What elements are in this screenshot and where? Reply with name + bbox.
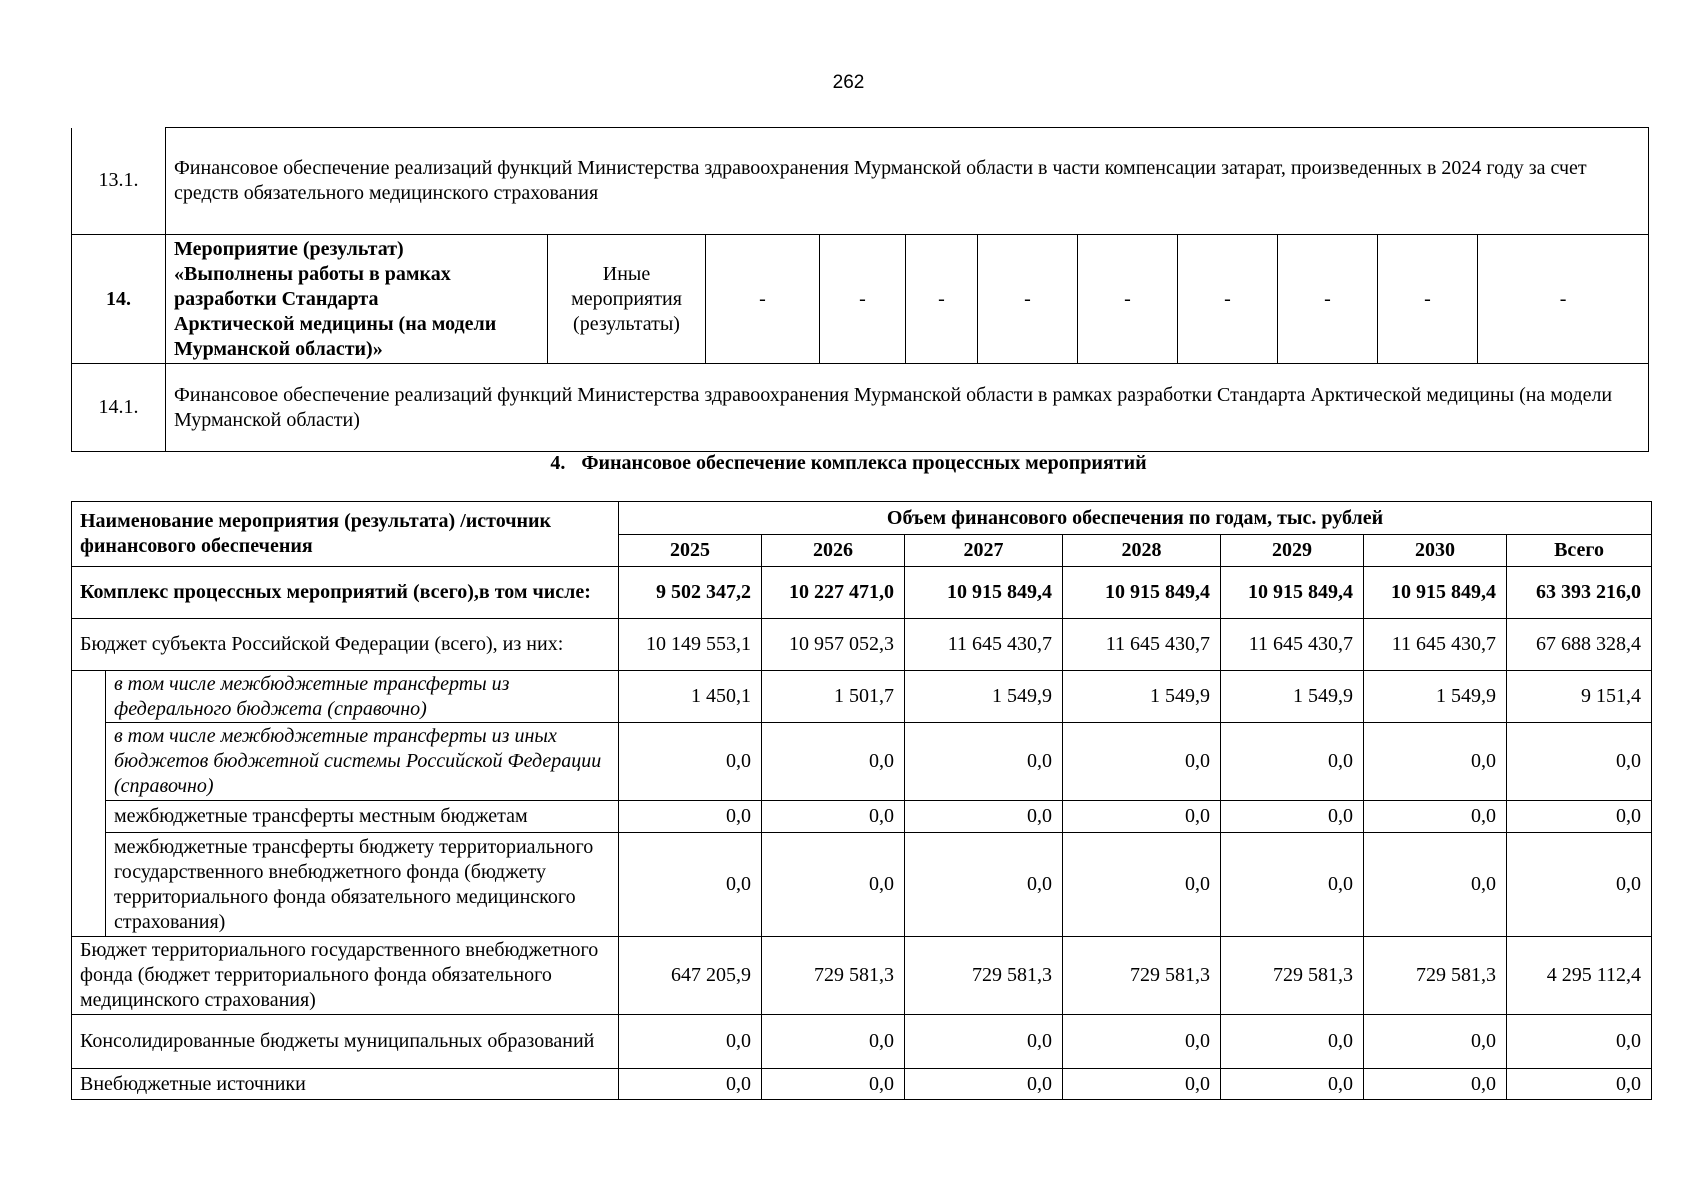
value-cell: 11 645 430,7 <box>905 619 1063 671</box>
value-cell: 0,0 <box>1221 833 1364 937</box>
value-cell: 0,0 <box>1364 801 1507 833</box>
table-row <box>72 1069 1652 1100</box>
row-14-1 <box>72 364 1649 452</box>
value-cell: 0,0 <box>1507 723 1652 801</box>
row-description: Финансовое обеспечение реализаций функций Министерства здравоохранения Мурманской области в рамках разработки Стандарта Арктической медицины (на модели Мурманской области) <box>166 364 1649 452</box>
value-cell: 0,0 <box>1063 723 1221 801</box>
header-row <box>72 502 1652 535</box>
value-cell: 729 581,3 <box>762 937 905 1015</box>
row-label: межбюджетные трансферты местным бюджетам <box>106 801 619 833</box>
dash-cell: - <box>1478 235 1649 364</box>
value-cell: 0,0 <box>1221 1015 1364 1069</box>
table-row <box>72 937 1652 1015</box>
value-cell: 10 227 471,0 <box>762 567 905 619</box>
financing-table <box>71 501 1652 1100</box>
activity-name-line: Мероприятие (результат) <box>174 237 404 260</box>
value-cell: 0,0 <box>1221 723 1364 801</box>
value-cell: 647 205,9 <box>619 937 762 1015</box>
dash-cell: - <box>1278 235 1378 364</box>
row-label: Бюджет территориального государственного внебюджетного фонда (бюджет территориального фонда обязательного медицинского страхования) <box>72 937 619 1015</box>
value-cell: 0,0 <box>905 1069 1063 1100</box>
value-cell: 0,0 <box>1063 1015 1221 1069</box>
section-title <box>0 452 1697 475</box>
value-cell: 0,0 <box>762 723 905 801</box>
value-cell: 10 915 849,4 <box>1063 567 1221 619</box>
activity-type-line: (результаты) <box>573 312 680 335</box>
year-header: 2029 <box>1221 535 1364 567</box>
value-cell: 9 502 347,2 <box>619 567 762 619</box>
value-cell: 0,0 <box>1364 1015 1507 1069</box>
value-cell: 11 645 430,7 <box>1063 619 1221 671</box>
activity-type <box>548 235 706 364</box>
dash-cell: - <box>1078 235 1178 364</box>
year-header: 2025 <box>619 535 762 567</box>
name-column-header: Наименование мероприятия (результата) /источник финансового обеспечения <box>72 502 619 567</box>
table-row <box>72 619 1652 671</box>
value-cell: 1 549,9 <box>1364 671 1507 723</box>
value-cell: 0,0 <box>1507 801 1652 833</box>
value-cell: 1 501,7 <box>762 671 905 723</box>
row-label: в том числе межбюджетные трансферты из федерального бюджета (справочно) <box>106 671 619 723</box>
value-cell: 729 581,3 <box>1063 937 1221 1015</box>
value-cell: 10 957 052,3 <box>762 619 905 671</box>
value-cell: 0,0 <box>1364 1069 1507 1100</box>
value-cell: 4 295 112,4 <box>1507 937 1652 1015</box>
activity-name <box>166 235 548 364</box>
row-label: Бюджет субъекта Российской Федерации (всего), из них: <box>72 619 619 671</box>
value-cell: 729 581,3 <box>905 937 1063 1015</box>
value-cell: 0,0 <box>762 833 905 937</box>
section-title-text: Финансовое обеспечение комплекса процессных мероприятий <box>581 452 1147 474</box>
row-number: 14.1. <box>72 364 166 452</box>
table-row <box>72 567 1652 619</box>
dash-cell: - <box>1378 235 1478 364</box>
value-cell: 729 581,3 <box>1221 937 1364 1015</box>
value-cell: 1 450,1 <box>619 671 762 723</box>
dash-cell: - <box>906 235 978 364</box>
table-row <box>72 833 1652 937</box>
value-cell: 0,0 <box>619 801 762 833</box>
activity-type-line: мероприятия <box>571 287 682 310</box>
row-label: межбюджетные трансферты бюджету территориального государственного внебюджетного фонда (бюджету территориального фонда обязательного медицинского страхования) <box>106 833 619 937</box>
value-cell: 0,0 <box>905 1015 1063 1069</box>
volume-header: Объем финансового обеспечения по годам, тыс. рублей <box>619 502 1652 535</box>
page-number: 262 <box>832 72 865 93</box>
value-cell: 0,0 <box>619 833 762 937</box>
dash-cell: - <box>820 235 906 364</box>
value-cell: 67 688 328,4 <box>1507 619 1652 671</box>
value-cell: 10 915 849,4 <box>1221 567 1364 619</box>
value-cell: 11 645 430,7 <box>1364 619 1507 671</box>
year-header: 2027 <box>905 535 1063 567</box>
value-cell: 0,0 <box>1507 1015 1652 1069</box>
year-header: 2026 <box>762 535 905 567</box>
table-row <box>72 723 1652 801</box>
value-cell: 0,0 <box>1063 833 1221 937</box>
value-cell: 0,0 <box>619 723 762 801</box>
dash-cell: - <box>978 235 1078 364</box>
table-row <box>72 671 1652 723</box>
activity-type-line: Иные <box>602 262 651 285</box>
value-cell: 1 549,9 <box>1063 671 1221 723</box>
table-row <box>72 801 1652 833</box>
row-description: Финансовое обеспечение реализаций функций Министерства здравоохранения Мурманской области в части компенсации затарат, произведенных в 2024 году за счет средств обязательного медицинского страхования <box>166 128 1649 235</box>
value-cell: 0,0 <box>1364 833 1507 937</box>
value-cell: 10 915 849,4 <box>1364 567 1507 619</box>
total-header: Всего <box>1507 535 1652 567</box>
value-cell: 0,0 <box>1364 723 1507 801</box>
value-cell: 0,0 <box>1221 801 1364 833</box>
dash-cell: - <box>1178 235 1278 364</box>
activity-name-line: разработки Стандарта <box>174 287 379 310</box>
activities-table <box>71 127 1649 452</box>
value-cell: 729 581,3 <box>1364 937 1507 1015</box>
value-cell: 0,0 <box>762 1015 905 1069</box>
row-14 <box>72 235 1649 364</box>
row-label: Комплекс процессных мероприятий (всего),в том числе: <box>72 567 619 619</box>
table-row <box>72 1015 1652 1069</box>
row-number: 14. <box>72 235 166 364</box>
value-cell: 0,0 <box>1221 1069 1364 1100</box>
year-header: 2030 <box>1364 535 1507 567</box>
value-cell: 0,0 <box>619 1015 762 1069</box>
row-label: в том числе межбюджетные трансферты из иных бюджетов бюджетной системы Российской Федерации (справочно) <box>106 723 619 801</box>
value-cell: 0,0 <box>1063 1069 1221 1100</box>
section-number: 4. <box>550 452 566 474</box>
row-number: 13.1. <box>72 128 166 235</box>
value-cell: 10 915 849,4 <box>905 567 1063 619</box>
year-header: 2028 <box>1063 535 1221 567</box>
value-cell: 0,0 <box>1507 833 1652 937</box>
value-cell: 1 549,9 <box>905 671 1063 723</box>
value-cell: 1 549,9 <box>1221 671 1364 723</box>
value-cell: 0,0 <box>762 801 905 833</box>
activity-name-line: Мурманской области)» <box>174 337 383 360</box>
value-cell: 9 151,4 <box>1507 671 1652 723</box>
value-cell: 0,0 <box>905 801 1063 833</box>
value-cell: 0,0 <box>905 723 1063 801</box>
value-cell: 10 149 553,1 <box>619 619 762 671</box>
row-13-1 <box>72 128 1649 235</box>
value-cell: 0,0 <box>1507 1069 1652 1100</box>
value-cell: 0,0 <box>905 833 1063 937</box>
value-cell: 0,0 <box>619 1069 762 1100</box>
row-label: Внебюджетные источники <box>72 1069 619 1100</box>
value-cell: 0,0 <box>1063 801 1221 833</box>
dash-cell: - <box>706 235 820 364</box>
value-cell: 63 393 216,0 <box>1507 567 1652 619</box>
row-label: Консолидированные бюджеты муниципальных образований <box>72 1015 619 1069</box>
value-cell: 11 645 430,7 <box>1221 619 1364 671</box>
indent-cell <box>72 671 106 937</box>
activity-name-line: Арктической медицины (на модели <box>174 312 497 335</box>
activity-name-line: «Выполнены работы в рамках <box>174 262 451 285</box>
value-cell: 0,0 <box>762 1069 905 1100</box>
